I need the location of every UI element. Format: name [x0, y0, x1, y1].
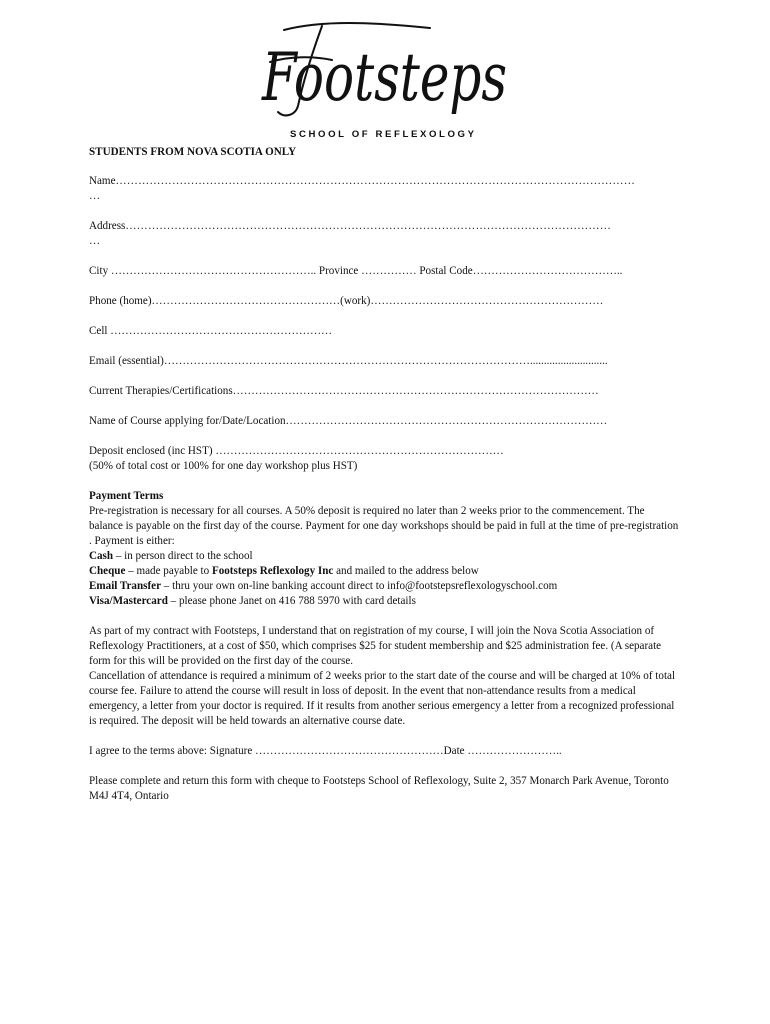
therapies-field[interactable]: [89, 384, 681, 399]
contract-association-text: As part of my contract with Footsteps, I understand that on registration of my course, I will join the Nova Scotia Association of Reflexology Practitioners, at a cost of $50, which comprises $25 for student membership and $25 administration fee. (A separate form for this will be provided on the first day of the course.: [89, 625, 662, 667]
course-field[interactable]: [89, 414, 681, 429]
phone-work-label: (work): [340, 295, 371, 307]
contract-section: [89, 624, 681, 729]
cell-field[interactable]: [89, 324, 681, 339]
phone-row[interactable]: [89, 294, 681, 309]
footsteps-logo: [262, 18, 512, 130]
registration-form: [89, 145, 681, 804]
logo-subtitle: SCHOOL OF REFLEXOLOGY: [290, 129, 477, 140]
therapies-dots: ………………………………………………………………………………………: [232, 385, 599, 397]
deposit-dots: ……………………………………………………………………: [212, 445, 504, 457]
name-field[interactable]: [89, 174, 681, 204]
phone-work-dots: ………………………………………………………: [370, 295, 604, 307]
visa-label: Visa/Mastercard: [89, 595, 168, 607]
form-heading: STUDENTS FROM NOVA SCOTIA ONLY: [89, 146, 297, 158]
footsteps-script-logo: [262, 18, 512, 123]
contract-cancellation-text: Cancellation of attendance is required a minimum of 2 weeks prior to the start date of the course and will be charged at 10% of total course fee. Failure to attend the course will result in loss of deposit. In the event that non-attendance results from a medical emergency, a letter from your doctor is required. If it results from another serious emergency a letter from a recognized professional is required. The deposit will be held towards an alternative course date.: [89, 670, 676, 727]
email-field[interactable]: [89, 354, 681, 369]
payment-cash: Cash – in person direct to the school: [89, 550, 253, 562]
province-dots: ……………: [358, 265, 420, 277]
email-dots: ………………………………………………………………………………………............................: [163, 355, 608, 367]
course-dots: ……………………………………………………………………………: [285, 415, 608, 427]
date-dots: ……………………..: [467, 745, 562, 757]
course-label: Name of Course applying for/Date/Location: [89, 415, 286, 427]
date-label: Date: [443, 745, 468, 757]
deposit-note: (50% of total cost or 100% for one day workshop plus HST): [89, 460, 358, 472]
cell-label: Cell: [89, 325, 108, 337]
address-dots-cont: …: [89, 235, 101, 247]
province-label: Province: [318, 265, 359, 277]
city-label: City: [89, 265, 109, 277]
phone-home-label: Phone (home): [89, 295, 152, 307]
name-label: Name: [89, 175, 116, 187]
cell-dots: ……………………………………………………: [107, 325, 333, 337]
agree-text: I agree to the terms above: Signature: [89, 745, 256, 757]
therapies-label: Current Therapies/Certifications: [89, 385, 233, 397]
name-dots-cont: …: [89, 190, 101, 202]
deposit-field[interactable]: [89, 444, 681, 474]
payment-cheque: Cheque – made payable to Footsteps Reflexology Inc and mailed to the address below: [89, 565, 479, 577]
cheque-label: Cheque: [89, 565, 126, 577]
phone-home-dots: ……………………………………………: [151, 295, 341, 307]
address-field[interactable]: [89, 219, 681, 249]
payment-email-transfer: Email Transfer – thru your own on-line banking account direct to info@footstepsreflexologyschool.com: [89, 580, 558, 592]
payment-terms-section: [89, 489, 681, 609]
email-transfer-label: Email Transfer: [89, 580, 162, 592]
closing-instructions: Please complete and return this form with cheque to Footsteps School of Reflexology, Suite 2, 357 Monarch Park Avenue, Toronto M4J 4T4, Ontario: [89, 775, 669, 802]
payment-terms-intro: Pre-registration is necessary for all courses. A 50% deposit is required no later than 2 weeks prior to the commencement. The balance is payable on the first day of the course. Payment for one day workshops should be paid in full at the time of pre-registration . Payment is either:: [89, 505, 679, 547]
logo-script-text: Footsteps: [261, 39, 507, 116]
payment-visa: Visa/Mastercard – please phone Janet on 416 788 5970 with card details: [89, 595, 416, 607]
address-label: Address: [89, 220, 126, 232]
address-dots: …………………………………………………………………………………………………………………: [125, 220, 611, 232]
name-dots: …………………………………………………………………………………………………………………………: [115, 175, 636, 187]
payment-terms-title: Payment Terms: [89, 490, 164, 502]
cash-label: Cash: [89, 550, 114, 562]
postal-code-dots: …………………………………..: [472, 265, 623, 277]
city-province-postal-row[interactable]: [89, 264, 681, 279]
deposit-label: Deposit enclosed (inc HST): [89, 445, 213, 457]
signature-row[interactable]: [89, 744, 681, 759]
cheque-payee: Footsteps Reflexology Inc: [211, 565, 334, 577]
signature-dots: ……………………………………………: [255, 745, 444, 757]
city-dots: ………………………………………………..: [108, 265, 319, 277]
email-label: Email (essential): [89, 355, 164, 367]
postal-code-label: Postal Code: [419, 265, 473, 277]
